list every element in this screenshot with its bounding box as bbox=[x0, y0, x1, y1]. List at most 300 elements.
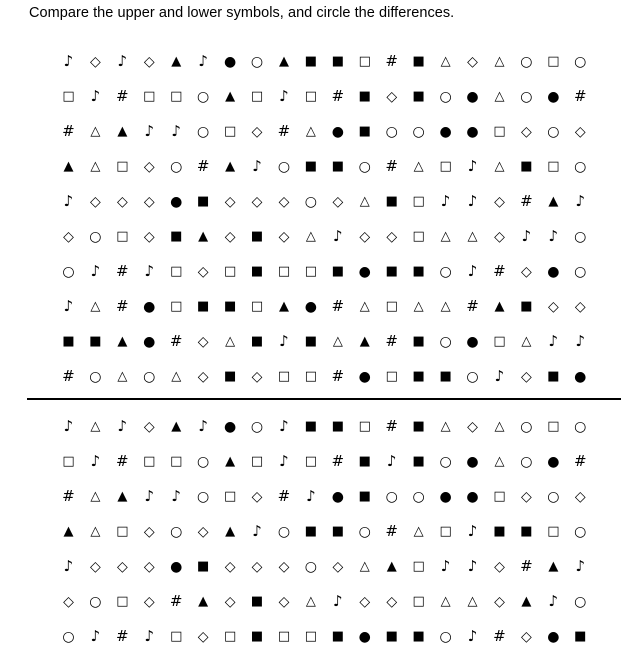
square-filled-icon[interactable]: ■ bbox=[412, 419, 425, 434]
triangle-outline-icon[interactable]: △ bbox=[494, 454, 505, 469]
hash-icon[interactable]: # bbox=[385, 157, 398, 175]
circle-outline-icon[interactable]: ○ bbox=[574, 593, 587, 610]
triangle-outline-icon[interactable]: △ bbox=[305, 594, 316, 609]
circle-outline-icon[interactable]: ○ bbox=[385, 123, 398, 140]
circle-outline-icon[interactable]: ○ bbox=[547, 123, 560, 140]
circle-outline-icon[interactable]: ○ bbox=[412, 488, 425, 505]
note-icon[interactable]: ♪ bbox=[171, 487, 181, 505]
hash-icon[interactable]: # bbox=[331, 452, 345, 470]
circle-outline-icon[interactable]: ○ bbox=[89, 368, 102, 385]
diamond-outline-icon[interactable]: ◇ bbox=[386, 88, 398, 105]
triangle-outline-icon[interactable]: △ bbox=[494, 89, 505, 104]
square-outline-icon[interactable]: □ bbox=[143, 89, 156, 104]
circle-filled-icon[interactable]: ● bbox=[547, 88, 560, 105]
circle-outline-icon[interactable]: ○ bbox=[574, 158, 587, 175]
note-icon[interactable]: ♪ bbox=[144, 262, 155, 280]
square-outline-icon[interactable]: □ bbox=[547, 524, 560, 539]
triangle-outline-icon[interactable]: △ bbox=[440, 299, 451, 314]
diamond-outline-icon[interactable]: ◇ bbox=[143, 228, 155, 245]
square-outline-icon[interactable]: □ bbox=[62, 454, 75, 469]
triangle-outline-icon[interactable]: △ bbox=[117, 369, 128, 384]
diamond-outline-icon[interactable]: ◇ bbox=[251, 193, 263, 210]
diamond-outline-icon[interactable]: ◇ bbox=[143, 593, 155, 610]
diamond-outline-icon[interactable]: ◇ bbox=[574, 123, 586, 140]
square-filled-icon[interactable]: ■ bbox=[358, 489, 371, 504]
circle-outline-icon[interactable]: ○ bbox=[358, 158, 371, 175]
triangle-filled-icon[interactable]: ▲ bbox=[278, 299, 289, 314]
circle-outline-icon[interactable]: ○ bbox=[520, 418, 533, 435]
circle-outline-icon[interactable]: ○ bbox=[385, 488, 398, 505]
square-filled-icon[interactable]: ■ bbox=[331, 159, 344, 174]
circle-outline-icon[interactable]: ○ bbox=[143, 368, 156, 385]
triangle-outline-icon[interactable]: △ bbox=[440, 419, 451, 434]
circle-outline-icon[interactable]: ○ bbox=[304, 558, 318, 575]
square-filled-icon[interactable]: ■ bbox=[250, 264, 264, 279]
triangle-outline-icon[interactable]: △ bbox=[413, 524, 424, 539]
circle-filled-icon[interactable]: ● bbox=[547, 453, 560, 470]
square-outline-icon[interactable]: □ bbox=[412, 229, 425, 244]
diamond-outline-icon[interactable]: ◇ bbox=[143, 558, 155, 575]
diamond-outline-icon[interactable]: ◇ bbox=[494, 193, 505, 210]
note-icon[interactable]: ♪ bbox=[90, 452, 101, 470]
circle-outline-icon[interactable]: ○ bbox=[62, 628, 75, 645]
diamond-outline-icon[interactable]: ◇ bbox=[251, 368, 263, 385]
hash-icon[interactable]: # bbox=[331, 367, 345, 385]
hash-icon[interactable]: # bbox=[520, 557, 533, 575]
square-outline-icon[interactable]: □ bbox=[304, 264, 318, 279]
circle-filled-icon[interactable]: ● bbox=[223, 418, 237, 435]
diamond-outline-icon[interactable]: ◇ bbox=[574, 488, 586, 505]
diamond-outline-icon[interactable]: ◇ bbox=[332, 193, 344, 210]
hash-icon[interactable]: # bbox=[62, 122, 75, 140]
square-outline-icon[interactable]: □ bbox=[223, 264, 237, 279]
diamond-outline-icon[interactable]: ◇ bbox=[467, 53, 478, 70]
square-filled-icon[interactable]: ■ bbox=[358, 124, 371, 139]
square-filled-icon[interactable]: ■ bbox=[304, 524, 318, 539]
square-filled-icon[interactable]: ■ bbox=[331, 629, 344, 644]
hash-icon[interactable]: # bbox=[493, 627, 506, 645]
square-filled-icon[interactable]: ■ bbox=[547, 369, 560, 384]
square-filled-icon[interactable]: ■ bbox=[358, 454, 371, 469]
square-outline-icon[interactable]: □ bbox=[439, 159, 452, 174]
note-icon[interactable]: ♪ bbox=[144, 627, 155, 645]
circle-filled-icon[interactable]: ● bbox=[304, 298, 318, 315]
square-outline-icon[interactable]: □ bbox=[412, 594, 425, 609]
triangle-filled-icon[interactable]: ▲ bbox=[63, 159, 74, 174]
circle-outline-icon[interactable]: ○ bbox=[574, 263, 587, 280]
square-filled-icon[interactable]: ■ bbox=[197, 194, 210, 209]
square-outline-icon[interactable]: □ bbox=[223, 124, 237, 139]
diamond-outline-icon[interactable]: ◇ bbox=[494, 558, 505, 575]
circle-filled-icon[interactable]: ● bbox=[358, 263, 371, 280]
hash-icon[interactable]: # bbox=[385, 332, 398, 350]
note-icon[interactable]: ♪ bbox=[279, 452, 289, 470]
hash-icon[interactable]: # bbox=[116, 87, 129, 105]
circle-filled-icon[interactable]: ● bbox=[170, 193, 183, 210]
circle-outline-icon[interactable]: ○ bbox=[439, 88, 452, 105]
note-icon[interactable]: ♪ bbox=[467, 557, 478, 575]
diamond-outline-icon[interactable]: ◇ bbox=[278, 558, 290, 575]
note-icon[interactable]: ♪ bbox=[467, 157, 478, 175]
triangle-filled-icon[interactable]: ▲ bbox=[278, 54, 289, 69]
square-filled-icon[interactable]: ■ bbox=[250, 334, 264, 349]
hash-icon[interactable]: # bbox=[385, 522, 398, 540]
triangle-outline-icon[interactable]: △ bbox=[521, 334, 532, 349]
square-outline-icon[interactable]: □ bbox=[250, 299, 264, 314]
diamond-outline-icon[interactable]: ◇ bbox=[63, 593, 74, 610]
triangle-filled-icon[interactable]: ▲ bbox=[171, 419, 182, 434]
square-outline-icon[interactable]: □ bbox=[358, 419, 371, 434]
triangle-outline-icon[interactable]: △ bbox=[90, 124, 101, 139]
triangle-filled-icon[interactable]: ▲ bbox=[494, 299, 505, 314]
circle-outline-icon[interactable]: ○ bbox=[439, 628, 452, 645]
note-icon[interactable]: ♪ bbox=[90, 262, 101, 280]
circle-filled-icon[interactable]: ● bbox=[466, 488, 479, 505]
square-filled-icon[interactable]: ■ bbox=[385, 629, 398, 644]
note-icon[interactable]: ♪ bbox=[252, 522, 262, 540]
square-filled-icon[interactable]: ■ bbox=[331, 264, 344, 279]
square-filled-icon[interactable]: ■ bbox=[385, 264, 398, 279]
circle-outline-icon[interactable]: ○ bbox=[574, 53, 587, 70]
circle-filled-icon[interactable]: ● bbox=[143, 333, 156, 350]
square-filled-icon[interactable]: ■ bbox=[331, 419, 344, 434]
hash-icon[interactable]: # bbox=[331, 87, 345, 105]
triangle-outline-icon[interactable]: △ bbox=[90, 299, 101, 314]
triangle-outline-icon[interactable]: △ bbox=[332, 334, 343, 349]
circle-outline-icon[interactable]: ○ bbox=[170, 158, 183, 175]
hash-icon[interactable]: # bbox=[116, 627, 129, 645]
hash-icon[interactable]: # bbox=[277, 122, 291, 140]
note-icon[interactable]: ♪ bbox=[306, 487, 316, 505]
triangle-outline-icon[interactable]: △ bbox=[494, 159, 505, 174]
circle-outline-icon[interactable]: ○ bbox=[412, 123, 425, 140]
square-filled-icon[interactable]: ■ bbox=[62, 334, 75, 349]
diamond-outline-icon[interactable]: ◇ bbox=[521, 263, 532, 280]
square-filled-icon[interactable]: ■ bbox=[412, 54, 425, 69]
note-icon[interactable]: ♪ bbox=[63, 417, 74, 435]
hash-icon[interactable]: # bbox=[385, 52, 398, 70]
note-icon[interactable]: ♪ bbox=[63, 557, 74, 575]
note-icon[interactable]: ♪ bbox=[144, 122, 155, 140]
diamond-outline-icon[interactable]: ◇ bbox=[278, 228, 290, 245]
diamond-outline-icon[interactable]: ◇ bbox=[197, 263, 209, 280]
note-icon[interactable]: ♪ bbox=[548, 332, 559, 350]
note-icon[interactable]: ♪ bbox=[467, 627, 478, 645]
diamond-outline-icon[interactable]: ◇ bbox=[521, 368, 532, 385]
hash-icon[interactable]: # bbox=[573, 87, 587, 105]
diamond-outline-icon[interactable]: ◇ bbox=[386, 593, 398, 610]
triangle-outline-icon[interactable]: △ bbox=[90, 489, 101, 504]
square-filled-icon[interactable]: ■ bbox=[520, 299, 533, 314]
diamond-outline-icon[interactable]: ◇ bbox=[143, 53, 155, 70]
diamond-outline-icon[interactable]: ◇ bbox=[494, 593, 505, 610]
circle-outline-icon[interactable]: ○ bbox=[89, 228, 102, 245]
circle-filled-icon[interactable]: ● bbox=[466, 123, 479, 140]
hash-icon[interactable]: # bbox=[277, 487, 291, 505]
circle-outline-icon[interactable]: ○ bbox=[197, 488, 210, 505]
square-outline-icon[interactable]: □ bbox=[547, 159, 560, 174]
note-icon[interactable]: ♪ bbox=[63, 192, 74, 210]
triangle-filled-icon[interactable]: ▲ bbox=[548, 194, 559, 209]
diamond-outline-icon[interactable]: ◇ bbox=[63, 228, 74, 245]
circle-filled-icon[interactable]: ● bbox=[547, 628, 560, 645]
diamond-outline-icon[interactable]: ◇ bbox=[224, 193, 236, 210]
hash-icon[interactable]: # bbox=[520, 192, 533, 210]
square-filled-icon[interactable]: ■ bbox=[412, 89, 425, 104]
diamond-outline-icon[interactable]: ◇ bbox=[90, 53, 101, 70]
note-icon[interactable]: ♪ bbox=[521, 227, 532, 245]
diamond-outline-icon[interactable]: ◇ bbox=[224, 558, 236, 575]
note-icon[interactable]: ♪ bbox=[333, 227, 343, 245]
square-outline-icon[interactable]: □ bbox=[493, 334, 506, 349]
note-icon[interactable]: ♪ bbox=[333, 592, 343, 610]
square-outline-icon[interactable]: □ bbox=[223, 629, 237, 644]
circle-filled-icon[interactable]: ● bbox=[574, 368, 587, 385]
diamond-outline-icon[interactable]: ◇ bbox=[197, 333, 209, 350]
circle-outline-icon[interactable]: ○ bbox=[520, 453, 533, 470]
circle-filled-icon[interactable]: ● bbox=[331, 123, 344, 140]
circle-filled-icon[interactable]: ● bbox=[331, 488, 344, 505]
square-outline-icon[interactable]: □ bbox=[170, 264, 183, 279]
note-icon[interactable]: ♪ bbox=[548, 592, 559, 610]
circle-outline-icon[interactable]: ○ bbox=[439, 263, 452, 280]
square-outline-icon[interactable]: □ bbox=[385, 369, 398, 384]
triangle-filled-icon[interactable]: ▲ bbox=[225, 524, 236, 539]
square-filled-icon[interactable]: ■ bbox=[250, 594, 264, 609]
square-filled-icon[interactable]: ■ bbox=[385, 194, 398, 209]
hash-icon[interactable]: # bbox=[116, 452, 129, 470]
square-outline-icon[interactable]: □ bbox=[304, 89, 318, 104]
square-outline-icon[interactable]: □ bbox=[385, 299, 398, 314]
square-outline-icon[interactable]: □ bbox=[116, 524, 129, 539]
square-filled-icon[interactable]: ■ bbox=[331, 524, 344, 539]
diamond-outline-icon[interactable]: ◇ bbox=[90, 558, 101, 575]
triangle-outline-icon[interactable]: △ bbox=[413, 299, 424, 314]
diamond-outline-icon[interactable]: ◇ bbox=[224, 593, 236, 610]
triangle-filled-icon[interactable]: ▲ bbox=[225, 89, 236, 104]
diamond-outline-icon[interactable]: ◇ bbox=[521, 488, 532, 505]
triangle-outline-icon[interactable]: △ bbox=[467, 229, 478, 244]
triangle-filled-icon[interactable]: ▲ bbox=[198, 594, 209, 609]
square-filled-icon[interactable]: ■ bbox=[304, 334, 318, 349]
note-icon[interactable]: ♪ bbox=[279, 417, 289, 435]
circle-filled-icon[interactable]: ● bbox=[358, 628, 371, 645]
circle-outline-icon[interactable]: ○ bbox=[439, 453, 452, 470]
circle-filled-icon[interactable]: ● bbox=[439, 488, 452, 505]
square-outline-icon[interactable]: □ bbox=[277, 629, 291, 644]
circle-filled-icon[interactable]: ● bbox=[143, 298, 156, 315]
square-outline-icon[interactable]: □ bbox=[412, 194, 425, 209]
diamond-outline-icon[interactable]: ◇ bbox=[574, 298, 586, 315]
triangle-outline-icon[interactable]: △ bbox=[305, 229, 316, 244]
square-filled-icon[interactable]: ■ bbox=[574, 629, 587, 644]
triangle-filled-icon[interactable]: ▲ bbox=[359, 334, 370, 349]
triangle-outline-icon[interactable]: △ bbox=[413, 159, 424, 174]
note-icon[interactable]: ♪ bbox=[279, 87, 289, 105]
circle-outline-icon[interactable]: ○ bbox=[170, 523, 183, 540]
circle-outline-icon[interactable]: ○ bbox=[304, 193, 318, 210]
diamond-outline-icon[interactable]: ◇ bbox=[197, 523, 209, 540]
diamond-outline-icon[interactable]: ◇ bbox=[197, 628, 209, 645]
square-filled-icon[interactable]: ■ bbox=[412, 264, 425, 279]
square-filled-icon[interactable]: ■ bbox=[304, 159, 318, 174]
square-filled-icon[interactable]: ■ bbox=[439, 369, 452, 384]
square-outline-icon[interactable]: □ bbox=[223, 489, 237, 504]
square-outline-icon[interactable]: □ bbox=[358, 54, 371, 69]
triangle-filled-icon[interactable]: ▲ bbox=[171, 54, 182, 69]
square-outline-icon[interactable]: □ bbox=[170, 454, 183, 469]
diamond-outline-icon[interactable]: ◇ bbox=[521, 123, 532, 140]
diamond-outline-icon[interactable]: ◇ bbox=[494, 228, 505, 245]
square-filled-icon[interactable]: ■ bbox=[223, 369, 237, 384]
square-outline-icon[interactable]: □ bbox=[277, 264, 291, 279]
square-outline-icon[interactable]: □ bbox=[250, 89, 264, 104]
diamond-outline-icon[interactable]: ◇ bbox=[359, 593, 371, 610]
note-icon[interactable]: ♪ bbox=[144, 487, 155, 505]
square-outline-icon[interactable]: □ bbox=[170, 89, 183, 104]
triangle-filled-icon[interactable]: ▲ bbox=[225, 159, 236, 174]
circle-outline-icon[interactable]: ○ bbox=[547, 488, 560, 505]
square-filled-icon[interactable]: ■ bbox=[223, 299, 237, 314]
circle-filled-icon[interactable]: ● bbox=[466, 453, 479, 470]
circle-outline-icon[interactable]: ○ bbox=[197, 453, 210, 470]
circle-outline-icon[interactable]: ○ bbox=[466, 368, 479, 385]
square-filled-icon[interactable]: ■ bbox=[358, 89, 371, 104]
diamond-outline-icon[interactable]: ◇ bbox=[332, 558, 344, 575]
triangle-outline-icon[interactable]: △ bbox=[359, 194, 370, 209]
diamond-outline-icon[interactable]: ◇ bbox=[386, 228, 398, 245]
triangle-outline-icon[interactable]: △ bbox=[225, 334, 236, 349]
note-icon[interactable]: ♪ bbox=[440, 192, 451, 210]
circle-outline-icon[interactable]: ○ bbox=[574, 418, 587, 435]
circle-filled-icon[interactable]: ● bbox=[466, 333, 479, 350]
square-outline-icon[interactable]: □ bbox=[170, 299, 183, 314]
diamond-outline-icon[interactable]: ◇ bbox=[251, 558, 263, 575]
square-outline-icon[interactable]: □ bbox=[116, 159, 129, 174]
triangle-filled-icon[interactable]: ▲ bbox=[548, 559, 559, 574]
hash-icon[interactable]: # bbox=[493, 262, 506, 280]
square-outline-icon[interactable]: □ bbox=[493, 489, 506, 504]
square-outline-icon[interactable]: □ bbox=[250, 454, 264, 469]
note-icon[interactable]: ♪ bbox=[440, 557, 451, 575]
square-filled-icon[interactable]: ■ bbox=[493, 524, 506, 539]
hash-icon[interactable]: # bbox=[331, 297, 345, 315]
triangle-outline-icon[interactable]: △ bbox=[440, 594, 451, 609]
diamond-outline-icon[interactable]: ◇ bbox=[90, 193, 101, 210]
square-outline-icon[interactable]: □ bbox=[304, 629, 318, 644]
circle-outline-icon[interactable]: ○ bbox=[62, 263, 75, 280]
triangle-filled-icon[interactable]: ▲ bbox=[521, 594, 532, 609]
circle-filled-icon[interactable]: ● bbox=[466, 88, 479, 105]
circle-outline-icon[interactable]: ○ bbox=[439, 333, 452, 350]
note-icon[interactable]: ♪ bbox=[90, 627, 101, 645]
square-outline-icon[interactable]: □ bbox=[493, 124, 506, 139]
circle-outline-icon[interactable]: ○ bbox=[520, 88, 533, 105]
hash-icon[interactable]: # bbox=[169, 592, 183, 610]
note-icon[interactable]: ♪ bbox=[467, 192, 478, 210]
square-outline-icon[interactable]: □ bbox=[116, 594, 129, 609]
triangle-outline-icon[interactable]: △ bbox=[440, 54, 451, 69]
hash-icon[interactable]: # bbox=[62, 367, 75, 385]
note-icon[interactable]: ♪ bbox=[386, 452, 397, 470]
square-filled-icon[interactable]: ■ bbox=[412, 334, 425, 349]
square-outline-icon[interactable]: □ bbox=[304, 454, 318, 469]
triangle-outline-icon[interactable]: △ bbox=[359, 559, 370, 574]
diamond-outline-icon[interactable]: ◇ bbox=[278, 193, 290, 210]
square-filled-icon[interactable]: ■ bbox=[520, 524, 533, 539]
note-icon[interactable]: ♪ bbox=[575, 332, 586, 350]
note-icon[interactable]: ♪ bbox=[467, 522, 478, 540]
diamond-outline-icon[interactable]: ◇ bbox=[521, 628, 532, 645]
square-filled-icon[interactable]: ■ bbox=[304, 419, 318, 434]
square-outline-icon[interactable]: □ bbox=[116, 229, 129, 244]
hash-icon[interactable]: # bbox=[116, 262, 129, 280]
square-outline-icon[interactable]: □ bbox=[412, 559, 425, 574]
diamond-outline-icon[interactable]: ◇ bbox=[251, 488, 263, 505]
hash-icon[interactable]: # bbox=[573, 452, 587, 470]
note-icon[interactable]: ♪ bbox=[575, 192, 586, 210]
triangle-outline-icon[interactable]: △ bbox=[359, 299, 370, 314]
diamond-outline-icon[interactable]: ◇ bbox=[116, 193, 128, 210]
triangle-outline-icon[interactable]: △ bbox=[171, 369, 182, 384]
note-icon[interactable]: ♪ bbox=[198, 52, 208, 70]
diamond-outline-icon[interactable]: ◇ bbox=[143, 158, 155, 175]
square-outline-icon[interactable]: □ bbox=[277, 369, 291, 384]
circle-outline-icon[interactable]: ○ bbox=[277, 158, 291, 175]
triangle-filled-icon[interactable]: ▲ bbox=[117, 334, 128, 349]
circle-filled-icon[interactable]: ● bbox=[223, 53, 237, 70]
square-filled-icon[interactable]: ■ bbox=[197, 299, 210, 314]
note-icon[interactable]: ♪ bbox=[117, 52, 128, 70]
square-filled-icon[interactable]: ■ bbox=[250, 629, 264, 644]
note-icon[interactable]: ♪ bbox=[575, 557, 586, 575]
note-icon[interactable]: ♪ bbox=[63, 52, 74, 70]
circle-filled-icon[interactable]: ● bbox=[170, 558, 183, 575]
hash-icon[interactable]: # bbox=[466, 297, 479, 315]
triangle-filled-icon[interactable]: ▲ bbox=[63, 524, 74, 539]
hash-icon[interactable]: # bbox=[62, 487, 75, 505]
triangle-outline-icon[interactable]: △ bbox=[90, 159, 101, 174]
diamond-outline-icon[interactable]: ◇ bbox=[278, 593, 290, 610]
diamond-outline-icon[interactable]: ◇ bbox=[143, 418, 155, 435]
note-icon[interactable]: ♪ bbox=[63, 297, 74, 315]
note-icon[interactable]: ♪ bbox=[171, 122, 181, 140]
circle-outline-icon[interactable]: ○ bbox=[197, 88, 210, 105]
triangle-outline-icon[interactable]: △ bbox=[467, 594, 478, 609]
diamond-outline-icon[interactable]: ◇ bbox=[224, 228, 236, 245]
diamond-outline-icon[interactable]: ◇ bbox=[143, 523, 155, 540]
note-icon[interactable]: ♪ bbox=[252, 157, 262, 175]
square-outline-icon[interactable]: □ bbox=[170, 629, 183, 644]
circle-filled-icon[interactable]: ● bbox=[358, 368, 371, 385]
triangle-outline-icon[interactable]: △ bbox=[305, 124, 316, 139]
note-icon[interactable]: ♪ bbox=[467, 262, 478, 280]
note-icon[interactable]: ♪ bbox=[279, 332, 289, 350]
square-filled-icon[interactable]: ■ bbox=[412, 369, 425, 384]
note-icon[interactable]: ♪ bbox=[117, 417, 128, 435]
square-outline-icon[interactable]: □ bbox=[143, 454, 156, 469]
square-filled-icon[interactable]: ■ bbox=[412, 454, 425, 469]
square-filled-icon[interactable]: ■ bbox=[412, 629, 425, 644]
diamond-outline-icon[interactable]: ◇ bbox=[359, 228, 371, 245]
triangle-outline-icon[interactable]: △ bbox=[494, 419, 505, 434]
circle-filled-icon[interactable]: ● bbox=[439, 123, 452, 140]
note-icon[interactable]: ♪ bbox=[548, 227, 559, 245]
triangle-filled-icon[interactable]: ▲ bbox=[386, 559, 397, 574]
triangle-outline-icon[interactable]: △ bbox=[90, 524, 101, 539]
circle-outline-icon[interactable]: ○ bbox=[250, 418, 264, 435]
circle-outline-icon[interactable]: ○ bbox=[89, 593, 102, 610]
